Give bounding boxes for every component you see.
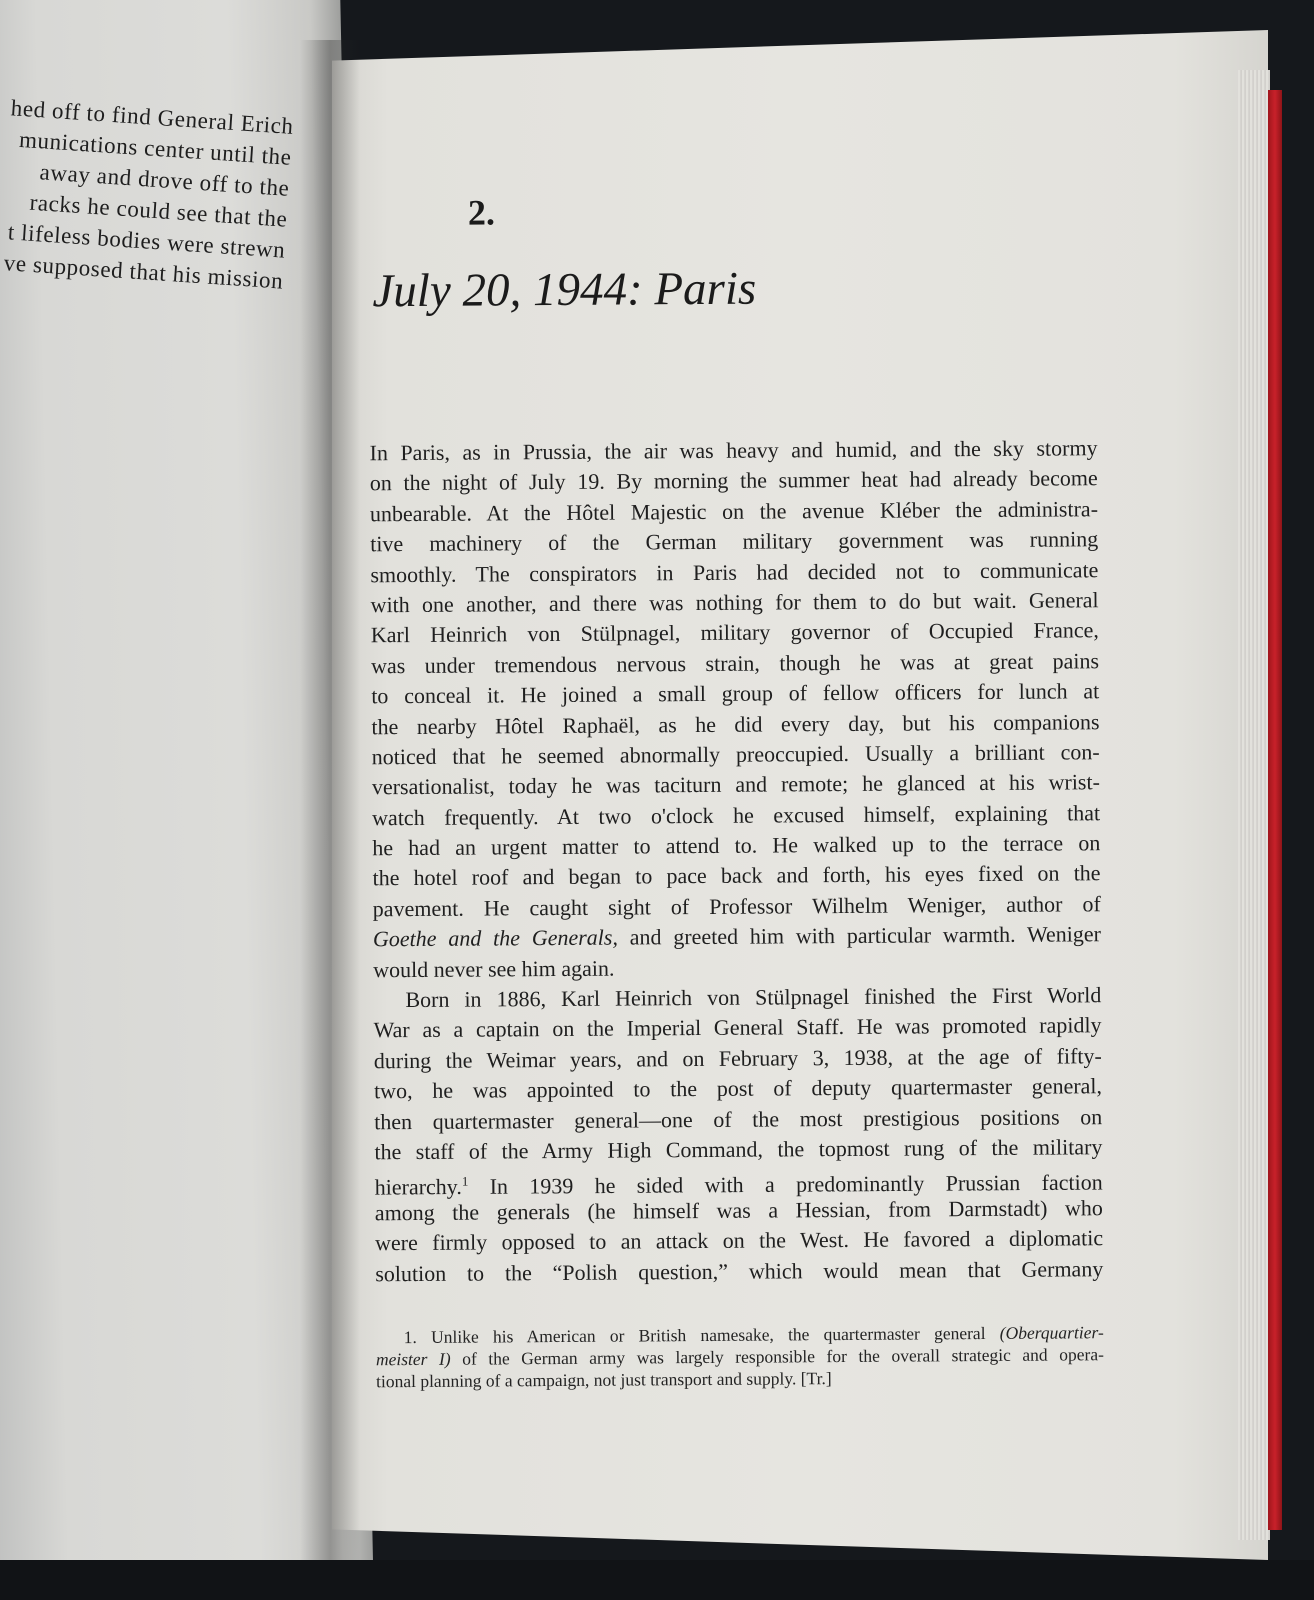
table-surface (0, 1560, 1314, 1600)
footnote (376, 1321, 1104, 1392)
left-line: ve supposed that his mission (3, 250, 285, 294)
body-line: among the generals (he himself was a Hessian, from Darmstadt) who (374, 1194, 1103, 1226)
footnote-italic: (Oberquartier- (999, 1322, 1104, 1343)
body-line: watch frequently. At two o'clock he excused himself, explaining that (372, 799, 1101, 830)
footnote-ref-mark: 1 (461, 1174, 469, 1190)
left-line: hed off to find General Erich (10, 95, 295, 139)
footnote-number: 1. (403, 1326, 417, 1348)
body-line: were firmly opposed to an attack on the West. He favored a diplomatic (374, 1225, 1104, 1256)
body-line: Karl Heinrich von Stülpnagel, military governor of Occupied France, (370, 617, 1099, 648)
body-line: the nearby Hôtel Raphaël, as he did every day, but his companions (371, 708, 1100, 739)
body-line: pavement. He caught sight of Professor Wilhelm Weniger, author of (372, 891, 1101, 922)
body-line-rest: and greeted him with particular warmth. Weniger (629, 921, 1102, 950)
body-line: tive machinery of the German military government was running (370, 526, 1099, 557)
left-line: racks he could see that the (28, 189, 289, 232)
body-line: versationalist, today he was taciturn and remote; he glanced at his wrist- (371, 769, 1100, 800)
body-line: In Paris, as in Prussia, the air was heavy and humid, and the sky stormy (369, 435, 1098, 466)
body-text (369, 433, 1103, 1289)
body-line: Born in 1886, Karl Heinrich von Stülpnagel finished the First World (405, 982, 1102, 1013)
body-line: unbearable. At the Hôtel Majestic on the avenue Kléber the administra- (369, 495, 1099, 527)
body-line: War as a captain on the Imperial General Staff. He was promoted rapidly (373, 1012, 1102, 1043)
body-line: the hotel roof and began to pace back and forth, his eyes fixed on the (372, 860, 1101, 891)
chapter-title: July 20, 1944: Paris (372, 262, 757, 318)
body-line: the staff of the Army High Command, the topmost rung of the military (374, 1134, 1103, 1165)
footnote-italic: meister I) (375, 1348, 451, 1370)
body-line (375, 1163, 1103, 1198)
footnote-text: Unlike his American or British namesake, the quartermaster general (431, 1323, 986, 1347)
book-title-italic: Goethe and the Generals, (372, 924, 619, 952)
footnote-text: of the German army was largely responsible for the overall strategic and opera- (462, 1344, 1104, 1369)
body-line-rest: In 1939 he sided with a predominantly Prussian faction (468, 1169, 1103, 1200)
body-line: smoothly. The conspirators in Paris had decided not to communicate (370, 556, 1099, 587)
body-line: with one another, and there was nothing for them to do but wait. General (370, 587, 1099, 618)
body-line: was under tremendous nervous strain, though he was at great pains (370, 647, 1100, 679)
chapter-number: 2. (467, 192, 496, 233)
body-line: solution to the “Polish question,” which would mean that Germany (375, 1255, 1104, 1286)
left-line: away and drove off to the (38, 159, 291, 201)
body-line: noticed that he seemed abnormally preoccupied. Usually a brilliant con- (371, 739, 1100, 770)
body-line: he had an urgent matter to attend to. He walked up to the terrace on (372, 830, 1101, 861)
body-line: then quartermaster general—one of the most prestigious positions on (374, 1103, 1103, 1134)
left-line: t lifeless bodies were strewn (7, 219, 287, 263)
left-line: munications center until the (18, 126, 293, 170)
footnote-line: tional planning of a campaign, not just transport and supply. [Tr.] (375, 1368, 832, 1392)
footnote-ref-word: hierarchy. (374, 1174, 462, 1200)
body-line: during the Weimar years, and on February 3, 1938, at the age of fifty- (373, 1043, 1102, 1074)
body-line: two, he was appointed to the post of deputy quartermaster general, (373, 1073, 1103, 1104)
body-line: would never see him again. (373, 955, 615, 982)
body-line: on the night of July 19. By morning the summer heat had already become (369, 465, 1098, 496)
body-line: to conceal it. He joined a small group of fellow officers for lunch at (371, 678, 1100, 709)
body-line (373, 919, 1101, 954)
